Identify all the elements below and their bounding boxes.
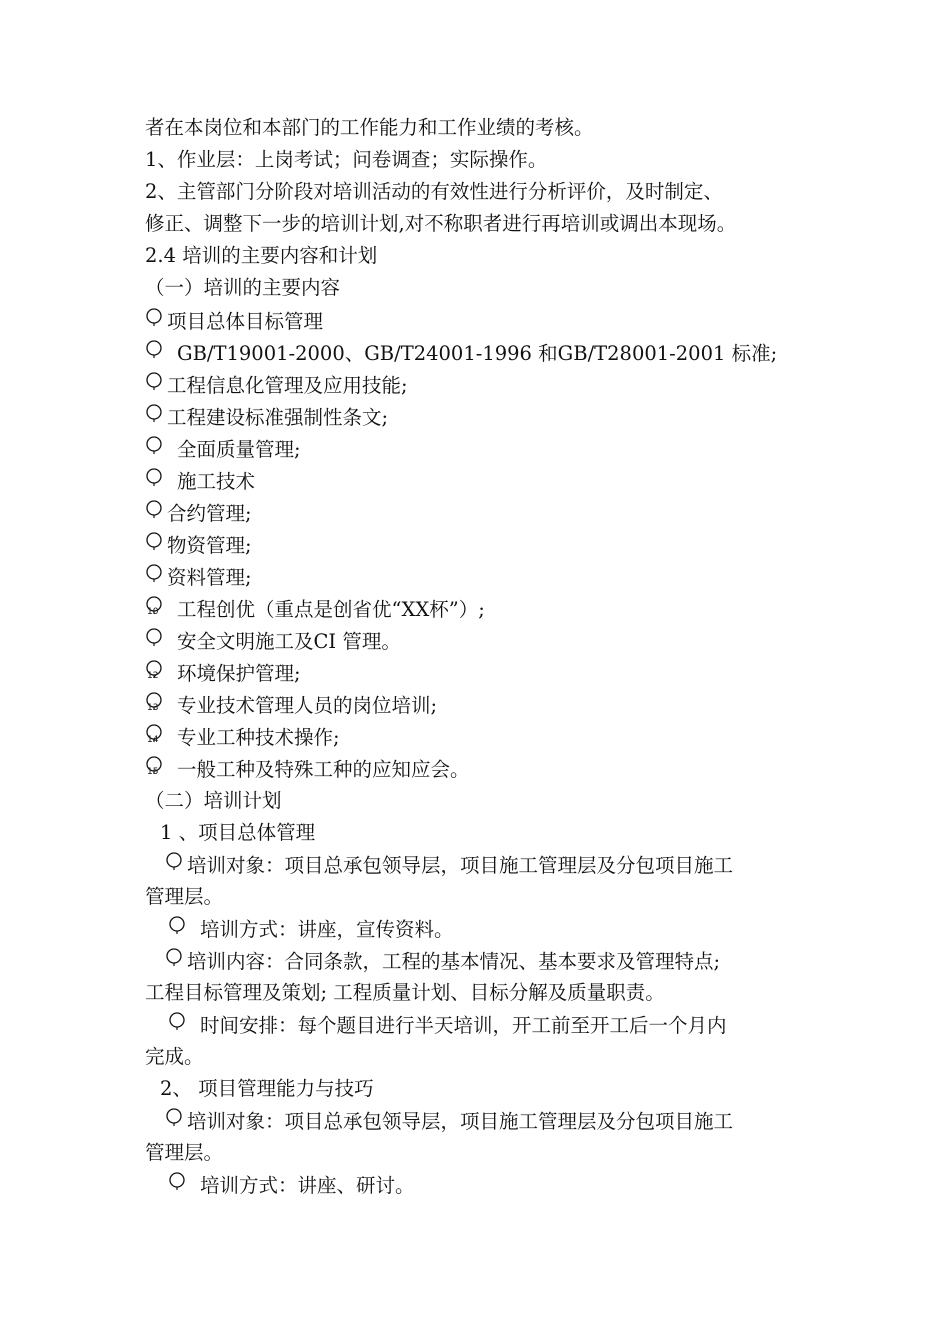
plan-detail: 培训方式：讲座，宣传资料。 bbox=[168, 913, 858, 946]
list-item-text: 安全文明施工及CI 管理。 bbox=[177, 630, 401, 653]
paragraph-line: 2、主管部门分阶段对培训活动的有效性进行分析评价，及时制定、 bbox=[145, 180, 723, 203]
circle-bullet-icon: 14 bbox=[145, 721, 165, 747]
paragraph-line: 修正、调整下一步的培训计划,对不称职者进行再培训或调出本现场。 bbox=[145, 212, 737, 235]
list-item bbox=[145, 625, 835, 658]
list-item bbox=[145, 369, 835, 402]
list-item bbox=[145, 561, 835, 594]
list-item-text: 资料管理; bbox=[167, 566, 252, 589]
circle-bullet-icon bbox=[145, 401, 165, 427]
list-item bbox=[145, 401, 835, 434]
circle-bullet-icon bbox=[168, 1009, 188, 1035]
plan-detail-cont: 管理层。 bbox=[145, 885, 224, 908]
list-item-text: 环境保护管理; bbox=[177, 662, 301, 685]
circle-bullet-icon bbox=[145, 497, 165, 523]
plan-item-title: 1 、项目总体管理 bbox=[160, 821, 316, 844]
plan-detail: 培训内容：合同条款，工程的基本情况、基本要求及管理特点; bbox=[165, 945, 855, 978]
plan-detail-cont: 管理层。 bbox=[145, 1141, 224, 1164]
list-item bbox=[145, 721, 835, 754]
circle-bullet-icon bbox=[145, 369, 165, 395]
list-item-text: 工程信息化管理及应用技能; bbox=[167, 374, 408, 397]
plan-detail: 时间安排：每个题目进行半天培训，开工前至开工后一个月内 bbox=[168, 1009, 858, 1042]
list-item-text: 专业工种技术操作; bbox=[177, 726, 340, 749]
circle-bullet-icon bbox=[165, 1105, 185, 1131]
paragraph-line: 者在本岗位和本部门的工作能力和工作业绩的考核。 bbox=[145, 116, 594, 139]
list-item bbox=[145, 657, 835, 690]
list-item bbox=[145, 305, 835, 338]
list-item-text: 全面质量管理; bbox=[177, 438, 301, 461]
circle-bullet-icon bbox=[145, 305, 165, 331]
list-item-text: 工程创优（重点是创省优“XX杯”）; bbox=[177, 598, 485, 621]
circle-bullet-icon: 12 bbox=[145, 657, 165, 683]
circle-bullet-icon bbox=[168, 913, 188, 939]
section-heading: 2.4 培训的主要内容和计划 bbox=[145, 244, 378, 267]
list-item-text: 施工技术 bbox=[177, 470, 256, 493]
circle-bullet-icon bbox=[145, 433, 165, 459]
list-item bbox=[145, 593, 835, 626]
circle-bullet-icon bbox=[145, 337, 165, 363]
list-item bbox=[145, 497, 835, 530]
plan-detail: 培训对象：项目总承包领导层，项目施工管理层及分包项目施工 bbox=[165, 849, 855, 882]
list-item-text: 物资管理; bbox=[167, 534, 252, 557]
list-item-text: 合约管理; bbox=[167, 502, 252, 525]
circle-bullet-icon bbox=[145, 465, 165, 491]
plan-item-title: 2、 项目管理能力与技巧 bbox=[160, 1077, 374, 1100]
list-item-text: 专业技术管理人员的岗位培训; bbox=[177, 694, 438, 717]
circle-bullet-icon bbox=[145, 625, 165, 651]
list-item bbox=[145, 465, 835, 498]
list-item-text: 一般工种及特殊工种的应知应会。 bbox=[177, 758, 470, 781]
circle-bullet-icon bbox=[165, 849, 185, 875]
plan-detail: 培训对象：项目总承包领导层，项目施工管理层及分包项目施工 bbox=[165, 1105, 855, 1138]
circle-bullet-icon bbox=[168, 1169, 188, 1195]
list-item-text: 项目总体目标管理 bbox=[167, 310, 324, 333]
circle-bullet-icon bbox=[165, 945, 185, 971]
paragraph-line: 1、作业层：上岗考试；问卷调查；实际操作。 bbox=[145, 148, 548, 171]
plan-detail-cont: 完成。 bbox=[145, 1045, 204, 1068]
list-item bbox=[145, 753, 835, 786]
circle-bullet-icon: 10 bbox=[145, 593, 165, 619]
circle-bullet-icon bbox=[145, 561, 165, 587]
subsection-heading: （二）培训计划 bbox=[145, 789, 282, 812]
plan-detail-cont: 工程目标管理及策划; 工程质量计划、目标分解及质量职责。 bbox=[145, 981, 665, 1004]
circle-bullet-icon bbox=[145, 529, 165, 555]
list-item bbox=[145, 337, 835, 370]
circle-bullet-icon: 13 bbox=[145, 689, 165, 715]
subsection-heading: （一）培训的主要内容 bbox=[145, 276, 341, 299]
list-item-text: GB/T19001-2000、GB/T24001-1996 和GB/T28001-2001 标准; bbox=[177, 342, 778, 365]
list-item bbox=[145, 433, 835, 466]
plan-detail: 培训方式：讲座、研讨。 bbox=[168, 1169, 858, 1202]
list-item bbox=[145, 689, 835, 722]
list-item-text: 工程建设标准强制性条文; bbox=[167, 406, 389, 429]
circle-bullet-icon: 15 bbox=[145, 753, 165, 779]
list-item bbox=[145, 529, 835, 562]
